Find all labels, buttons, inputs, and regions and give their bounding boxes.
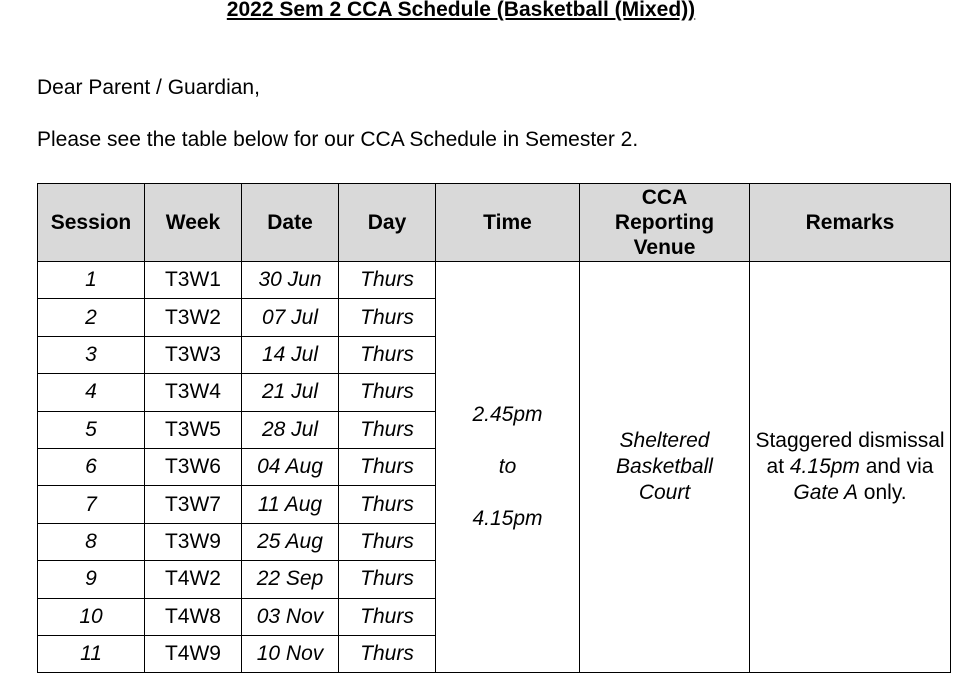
date-cell: 22 Sep [242,561,339,598]
day-cell: Thurs [339,598,436,635]
week-cell: T3W9 [145,523,242,560]
day-cell: Thurs [339,336,436,373]
date-cell: 28 Jul [242,411,339,448]
date-cell: 14 Jul [242,336,339,373]
date-cell: 07 Jul [242,299,339,336]
venue-line1: Sheltered [619,429,710,453]
week-cell: T3W3 [145,336,242,373]
day-cell: Thurs [339,561,436,598]
header-date: Date [242,184,339,262]
week-cell: T3W4 [145,374,242,411]
remarks-time: 4.15pm [789,455,860,479]
venue-line3: Court [638,481,691,505]
time-end: 4.15pm [472,507,543,531]
session-cell: 5 [38,411,145,448]
week-cell: T4W8 [145,598,242,635]
day-cell: Thurs [339,635,436,672]
date-cell: 21 Jul [242,374,339,411]
header-day: Day [339,184,436,262]
day-cell: Thurs [339,299,436,336]
day-cell: Thurs [339,262,436,299]
header-venue-line3: Venue [633,236,696,259]
table-row [38,262,951,299]
week-cell: T3W6 [145,448,242,485]
session-cell: 3 [38,336,145,373]
date-cell: 10 Nov [242,635,339,672]
week-cell: T3W2 [145,299,242,336]
session-cell: 6 [38,448,145,485]
remarks-text: Staggered dismissal at [755,429,945,479]
venue-cell [580,262,750,673]
remarks-gate: Gate A [793,481,858,505]
table-header-row [38,184,951,262]
greeting: Dear Parent / Guardian, [37,76,260,99]
venue-line2: Basketball [616,455,713,479]
time-cell [436,262,580,673]
week-cell: T3W7 [145,486,242,523]
session-cell: 1 [38,262,145,299]
day-cell: Thurs [339,448,436,485]
date-cell: 04 Aug [242,448,339,485]
session-cell: 9 [38,561,145,598]
week-cell: T4W2 [145,561,242,598]
date-cell: 11 Aug [242,486,339,523]
week-cell: T3W1 [145,262,242,299]
session-cell: 4 [38,374,145,411]
day-cell: Thurs [339,523,436,560]
header-time: Time [436,184,580,262]
day-cell: Thurs [339,486,436,523]
time-start: 2.45pm [472,403,543,427]
header-session: Session [38,184,145,262]
header-venue [580,184,750,262]
time-separator: to [498,455,517,479]
session-cell: 11 [38,635,145,672]
remarks-cell [750,262,951,673]
week-cell: T3W5 [145,411,242,448]
header-remarks: Remarks [750,184,951,262]
week-cell: T4W9 [145,635,242,672]
schedule-table [37,183,951,673]
document-title: 2022 Sem 2 CCA Schedule (Basketball (Mixed)) [226,0,696,21]
session-cell: 2 [38,299,145,336]
session-cell: 7 [38,486,145,523]
intro-text: Please see the table below for our CCA Schedule in Semester 2. [37,128,639,151]
date-cell: 30 Jun [242,262,339,299]
header-venue-line1: CCA [641,186,688,209]
session-cell: 8 [38,523,145,560]
day-cell: Thurs [339,411,436,448]
session-cell: 10 [38,598,145,635]
remarks-text: only. [857,481,907,505]
day-cell: Thurs [339,374,436,411]
remarks-text: and via [859,455,934,479]
header-venue-line2: Reporting [614,211,715,234]
date-cell: 03 Nov [242,598,339,635]
date-cell: 25 Aug [242,523,339,560]
header-week: Week [145,184,242,262]
